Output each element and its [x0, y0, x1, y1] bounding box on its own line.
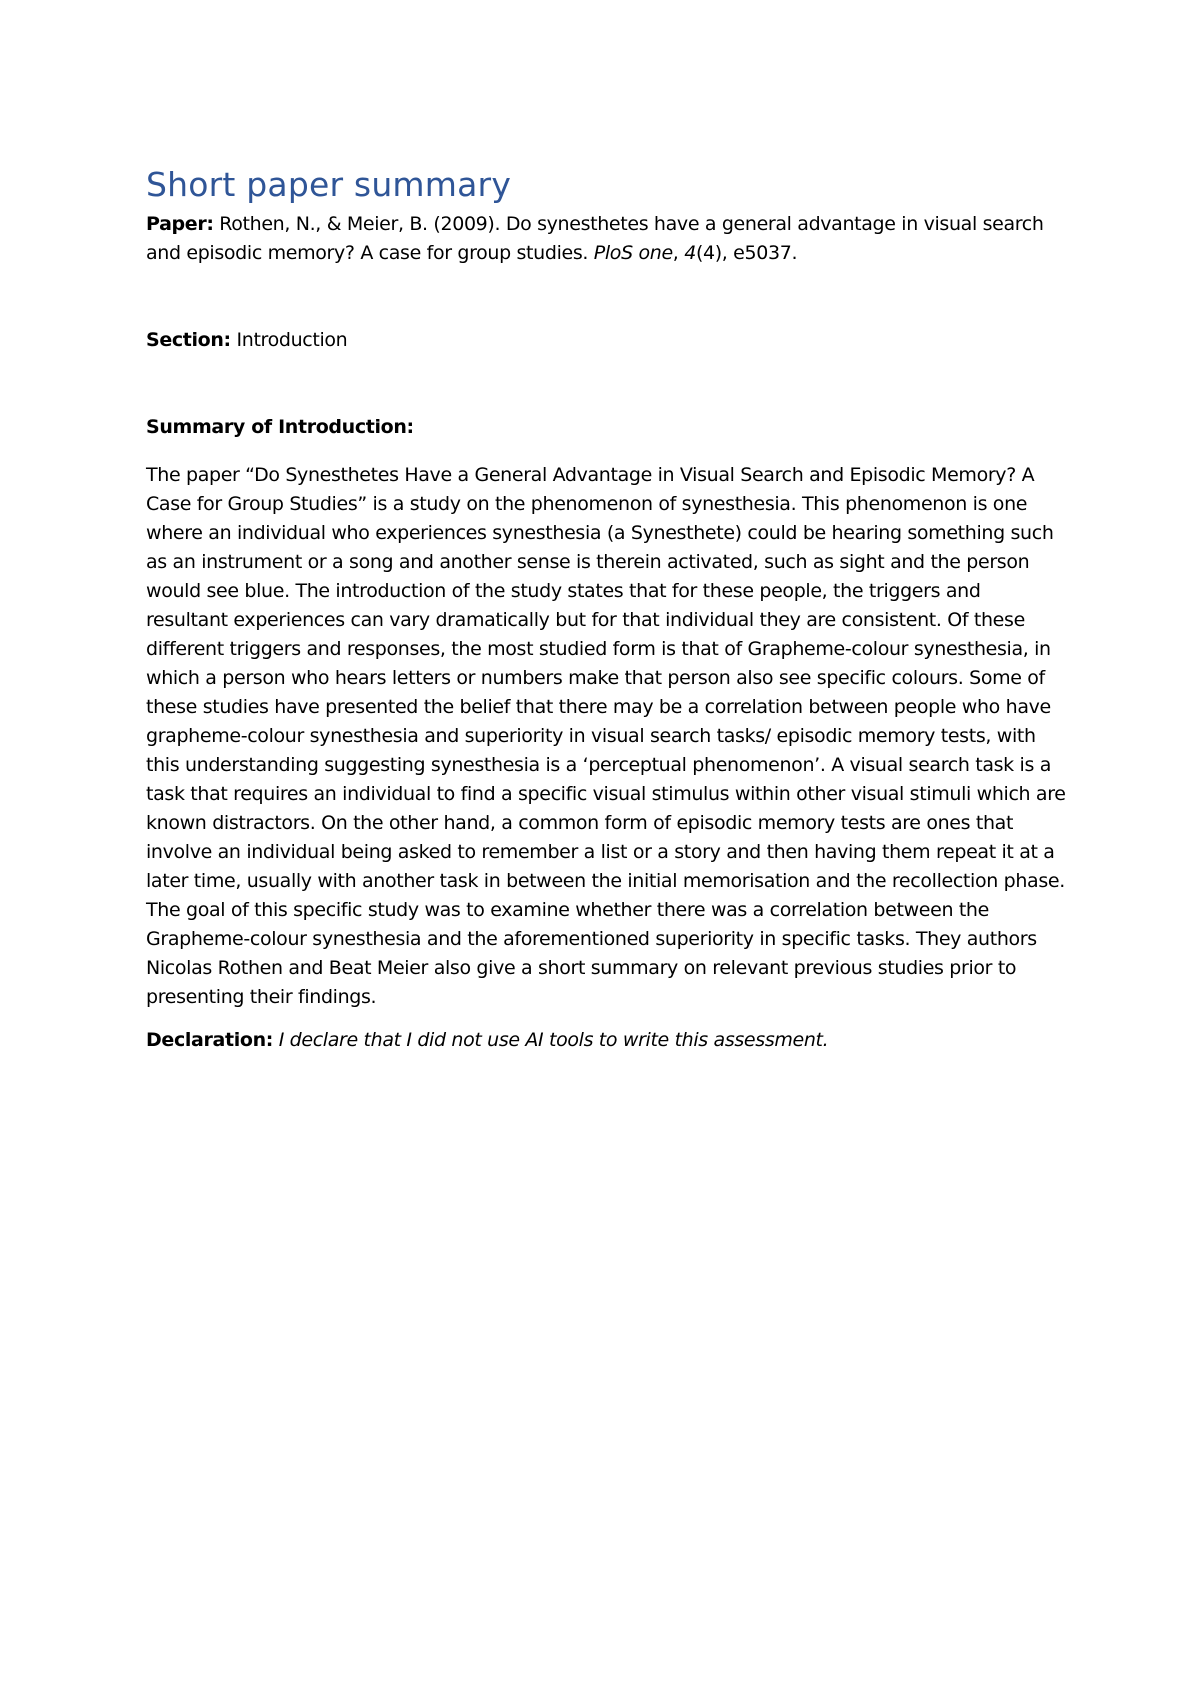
summary-heading: Summary of Introduction: — [146, 415, 414, 438]
paper-volume: 4 — [684, 241, 696, 264]
paper-citation-sep: , — [672, 241, 685, 264]
paper-citation-text: Rothen, N., & Meier, B. (2009). Do synesthetes have a general advantage in visual search and episodic memory? A case for group studies. — [146, 212, 1044, 264]
document-page — [146, 166, 1066, 1055]
section-value: Introduction — [230, 328, 348, 351]
paper-citation — [146, 210, 1066, 268]
section-label: Section: — [146, 328, 231, 351]
paper-journal: PloS one — [593, 241, 673, 264]
declaration-label: Declaration: — [146, 1028, 274, 1051]
declaration-text: I declare that I did not use AI tools to write this assessment. — [273, 1028, 829, 1051]
section-line — [146, 326, 1066, 355]
paper-label: Paper: — [146, 212, 214, 235]
document-title: Short paper summary — [146, 165, 512, 204]
declaration-line — [146, 1026, 1066, 1055]
summary-body: The paper “Do Synesthetes Have a General Advantage in Visual Search and Episodic Memory? A Case for Group Studies” is a study on the phenomenon of synesthesia. This phenomenon is one where an individual who experiences synesthesia (a Synesthete) could be hearing something such as an instrument or a song and another sense is therein activated, such as sight and the person would see blue. The introduction of the study states that for these people, the triggers and resultant experiences can vary dramatically but for that individual they are consistent. Of these different triggers and responses, the most studied form is that of Grapheme-colour synesthesia, in which a person who hears letters or numbers make that person also see specific colours. Some of these studies have presented the belief that there may be a correlation between people who have grapheme-colour synesthesia and superiority in visual search tasks/ episodic memory tests, with this understanding suggesting synesthesia is a ‘perceptual phenomenon’. A visual search task is a task that requires an individual to find a specific visual stimulus within other visual stimuli which are known distractors. On the other hand, a common form of episodic memory tests are ones that involve an individual being asked to remember a list or a story and then having them repeat it at a later time, usually with another task in between the initial memorisation and the recollection phase. The goal of this specific study was to examine whether there was a correlation between the Grapheme-colour synesthesia and the aforementioned superiority in specific tasks. They authors Nicolas Rothen and Beat Meier also give a short summary on relevant previous studies prior to presenting their findings. — [146, 463, 1066, 1008]
paper-citation-end: (4), e5037. — [695, 241, 798, 264]
